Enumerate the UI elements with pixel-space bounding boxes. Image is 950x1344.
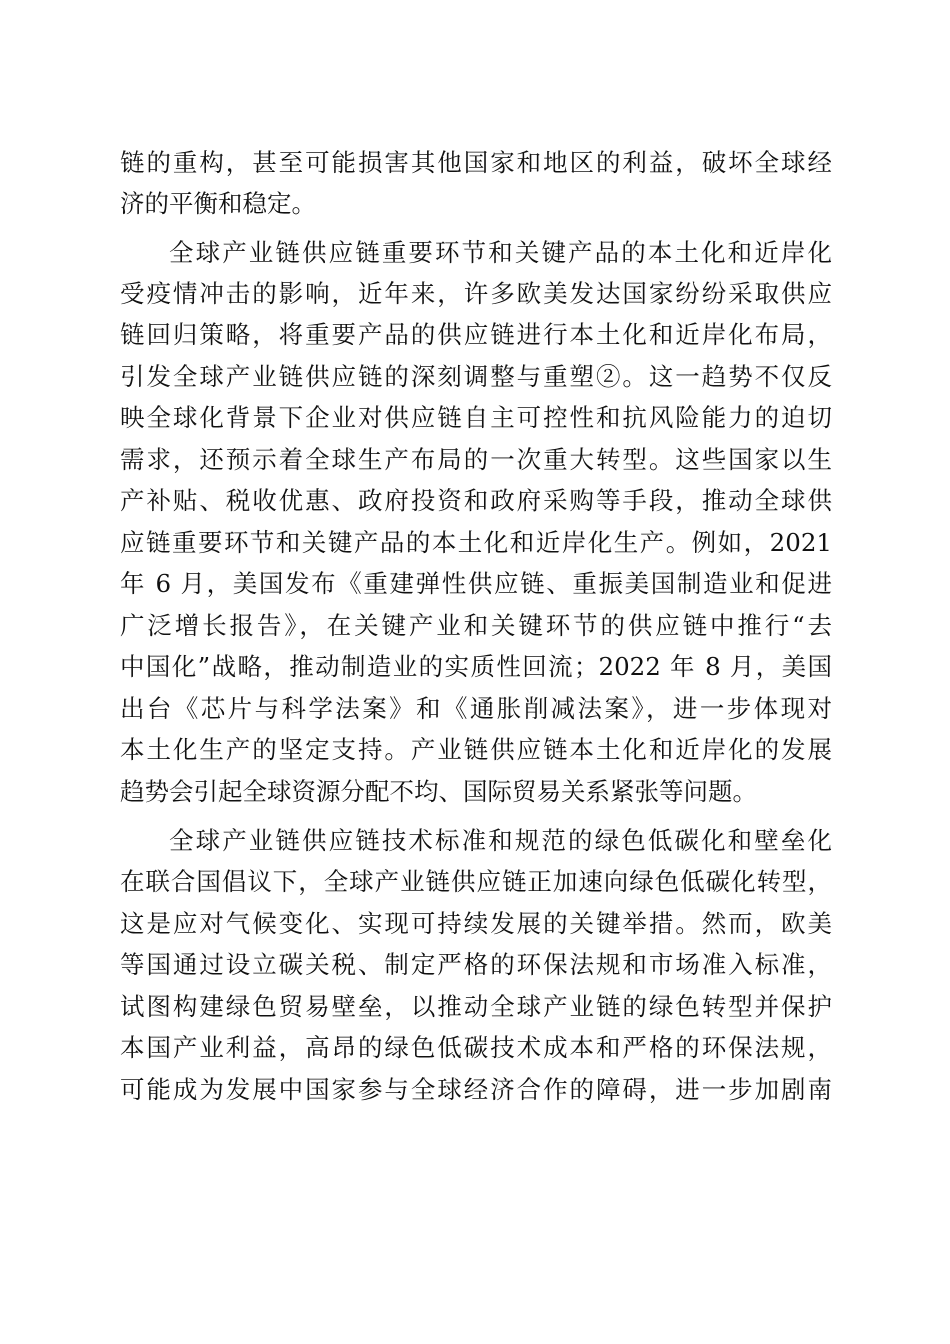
text-line: 引发全球产业链供应链的深刻调整与重塑②。这一趋势不仅反 bbox=[120, 362, 832, 391]
section-heading: 全球产业链供应链重要环节和关键产品的本土化和近岸化 bbox=[169, 238, 832, 267]
text-line: 出台《芯片与科学法案》和《通胀削减法案》，进一步体现对 bbox=[120, 694, 832, 723]
text-line: 试图构建绿色贸易壁垒，以推动全球产业链的绿色转型并保护 bbox=[120, 992, 832, 1021]
text-line: 等国通过设立碳关税、制定严格的环保法规和市场准入标准， bbox=[120, 950, 832, 979]
text-line: 本土化生产的坚定支持。产业链供应链本土化和近岸化的发展 bbox=[120, 735, 832, 764]
section-heading: 全球产业链供应链技术标准和规范的绿色低碳化和壁垒化 bbox=[169, 826, 832, 855]
text-line: 年 6 月，美国发布《重建弹性供应链、重振美国制造业和促进 bbox=[120, 569, 832, 598]
text-line: 可能成为发展中国家参与全球经济合作的障碍，进一步加剧南 bbox=[120, 1075, 832, 1104]
text-line: 映全球化背景下企业对供应链自主可控性和抗风险能力的迫切 bbox=[120, 403, 832, 432]
text-line: 产补贴、税收优惠、政府投资和政府采购等手段，推动全球供 bbox=[120, 486, 832, 515]
text-line: 本国产业利益，高昂的绿色低碳技术成本和严格的环保法规， bbox=[120, 1033, 832, 1062]
text-line: 链回归策略，将重要产品的供应链进行本土化和近岸化布局， bbox=[120, 320, 832, 349]
text-line: 中国化”战略，推动制造业的实质性回流；2022 年 8 月，美国 bbox=[120, 652, 832, 681]
text-line: 应链重要环节和关键产品的本土化和近岸化生产。例如，2021 bbox=[120, 528, 832, 557]
text-line: 在联合国倡议下，全球产业链供应链正加速向绿色低碳化转型， bbox=[120, 867, 832, 896]
text-line: 受疫情冲击的影响，近年来，许多欧美发达国家纷纷采取供应 bbox=[120, 279, 832, 308]
text-line: 链的重构，甚至可能损害其他国家和地区的利益，破坏全球经 bbox=[120, 148, 832, 177]
text-line: 济的平衡和稳定。 bbox=[120, 189, 316, 218]
text-line: 趋势会引起全球资源分配不均、国际贸易关系紧张等问题。 bbox=[120, 777, 757, 806]
text-line: 这是应对气候变化、实现可持续发展的关键举措。然而，欧美 bbox=[120, 909, 832, 938]
text-line: 需求，还预示着全球生产布局的一次重大转型。这些国家以生 bbox=[120, 445, 832, 474]
text-line: 广泛增长报告》，在关键产业和关键环节的供应链中推行“去 bbox=[120, 611, 832, 640]
